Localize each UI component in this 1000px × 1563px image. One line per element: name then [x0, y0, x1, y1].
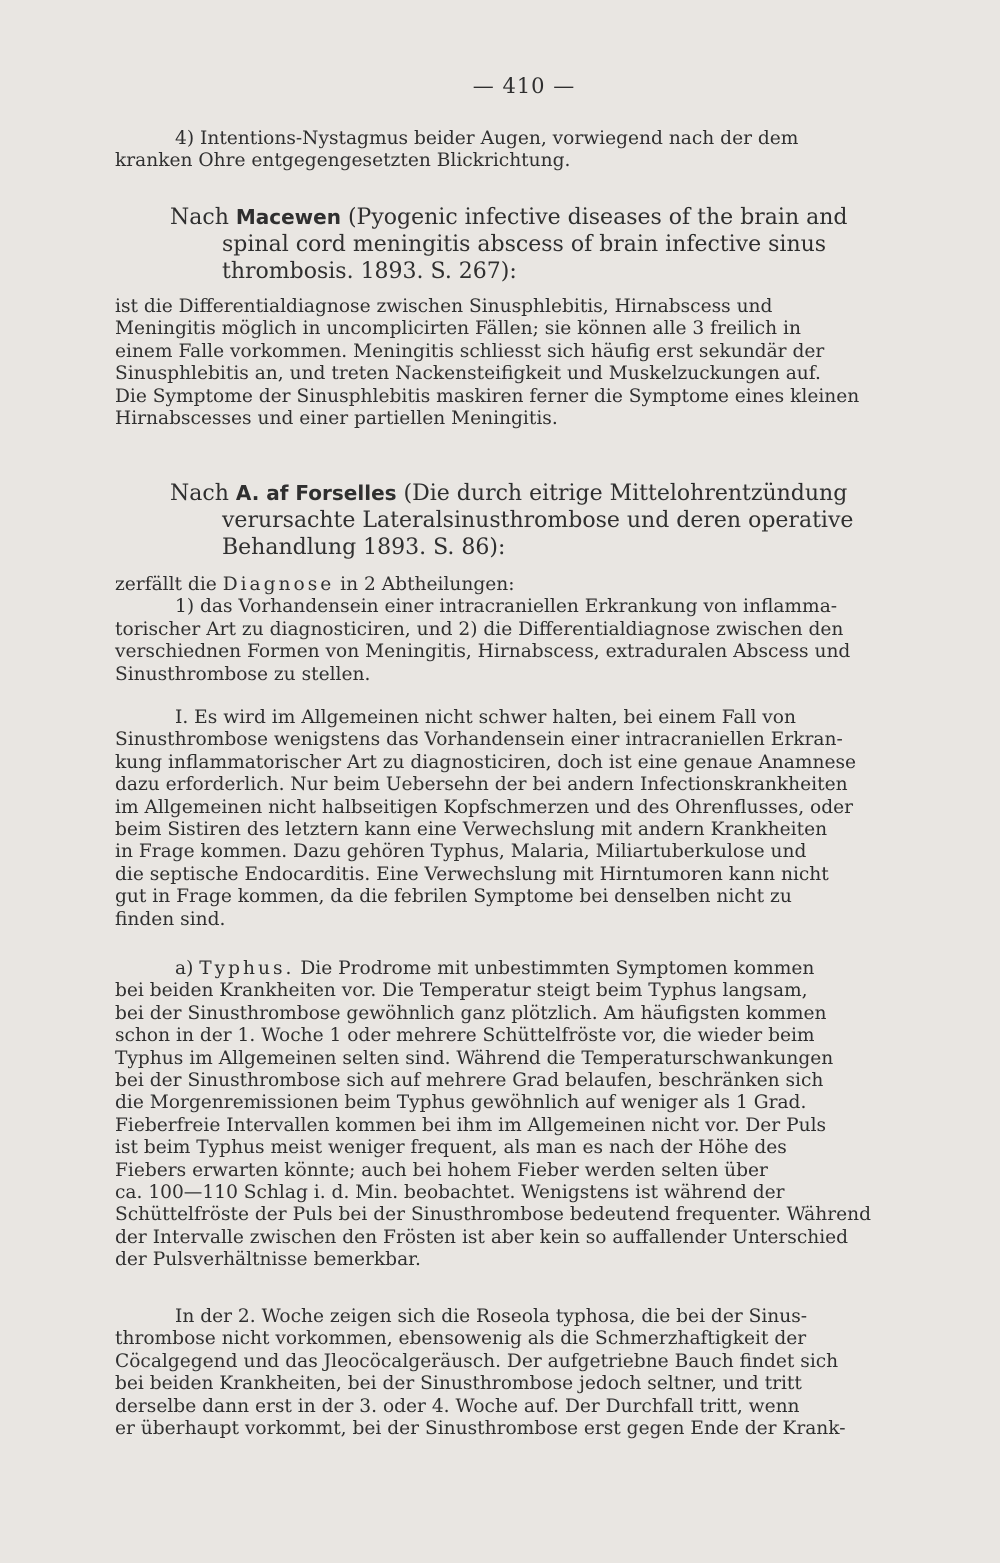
text-line: Meningitis möglich in uncomplicirten Fällen; sie können alle 3 freilich in: [115, 318, 801, 340]
typhus-paragraph: [115, 958, 915, 1272]
text-line: ca. 100—110 Schlag i. d. Min. beobachtet. Wenigstens ist während der: [115, 1182, 785, 1204]
text-line: er überhaupt vorkommt, bei der Sinusthrombose erst gegen Ende der Krank-: [115, 1418, 846, 1440]
forselles-paragraph: [115, 574, 915, 686]
text-line: bei der Sinusthrombose gewöhnlich ganz plötzlich. Am häufigsten kommen: [115, 1002, 827, 1024]
text-line: zerfällt die Diagnose in 2 Abtheilungen:: [115, 574, 515, 595]
text-line: einem Falle vorkommen. Meningitis schliesst sich häufig erst sekundär der: [115, 340, 825, 362]
text-line: 1) das Vorhandensein einer intracraniellen Erkrankung von inflamma-: [175, 596, 838, 618]
macewen-reference-heading: Nach Macewen (Pyogenic infective diseases of the brain and spinal cord meningitis abscess of brain infective sinus thrombosis. 1893. S. 267):: [170, 205, 848, 284]
text-line: in Frage kommen. Dazu gehören Typhus, Malaria, Miliartuberkulose und: [115, 841, 807, 863]
text-line: derselbe dann erst in der 3. oder 4. Woche auf. Der Durchfall tritt, wenn: [115, 1395, 800, 1417]
text-line: I. Es wird im Allgemeinen nicht schwer halten, bei einem Fall von: [175, 707, 796, 728]
text-line: ist die Differentialdiagnose zwischen Sinusphlebitis, Hirnabscess und: [115, 296, 773, 317]
text-line: kranken Ohre entgegengesetzten Blickrichtung.: [115, 150, 571, 172]
text-line: Sinusthrombose wenigstens das Vorhandensein einer intracraniellen Erkran-: [115, 729, 843, 751]
text-line: verschiednen Formen von Meningitis, Hirnabscess, extraduralen Abscess und: [115, 641, 851, 663]
text-line: die septische Endocarditis. Eine Verwechslung mit Hirntumoren kann nicht: [115, 863, 829, 885]
text-line: gut in Frage kommen, da die febrilen Symptome bei denselben nicht zu: [115, 886, 792, 908]
text-line: torischer Art zu diagnosticiren, und 2) die Differentialdiagnose zwischen den: [115, 618, 844, 640]
text-line: Sinusthrombose zu stellen.: [115, 663, 371, 685]
text-line: Fieberfreie Intervallen kommen bei ihm im Allgemeinen nicht vor. Der Puls: [115, 1114, 827, 1136]
text-line: die Morgenremissionen beim Typhus gewöhnlich auf weniger als 1 Grad.: [115, 1092, 807, 1114]
text-line: Schüttelfröste der Puls bei der Sinusthrombose bedeutend frequenter. Während: [115, 1204, 871, 1226]
text-line: 4) Intentions-Nystagmus beider Augen, vorwiegend nach der dem: [175, 128, 799, 149]
text-line: der Intervalle zwischen den Frösten ist aber kein so auffallender Unterschied: [115, 1226, 849, 1248]
section-1-paragraph: [115, 707, 915, 931]
text-line: a) Typhus. Die Prodrome mit unbestimmten Symptomen kommen: [175, 958, 815, 979]
text-line: schon in der 1. Woche 1 oder mehrere Schüttelfröste vor, die wieder beim: [115, 1025, 815, 1047]
text-line: im Allgemeinen nicht halbseitigen Kopfschmerzen und des Ohrenflusses, oder: [115, 796, 854, 818]
text-line: Typhus im Allgemeinen selten sind. Während die Temperaturschwankungen: [115, 1047, 834, 1069]
text-line: kung inflammatorischer Art zu diagnosticiren, doch ist eine genaue Anamnese: [115, 751, 857, 773]
text-line: Hirnabscesses und einer partiellen Meningitis.: [115, 408, 558, 430]
text-line: ist beim Typhus meist weniger frequent, als man es nach der Höhe des: [115, 1137, 787, 1159]
page-number: — 410 —: [472, 74, 576, 98]
text-line: dazu erforderlich. Nur beim Uebersehn der bei andern Infectionskrankheiten: [115, 774, 848, 796]
macewen-paragraph: [115, 296, 915, 430]
forselles-reference-heading: Nach A. af Forselles (Die durch eitrige Mittelohrentzündung verursachte Lateralsinusthrombose und deren operative Behandlung 1893. S. 86):: [170, 481, 854, 560]
text-line: Sinusphlebitis an, und treten Nackensteifigkeit und Muskelzuckungen auf.: [115, 363, 821, 385]
text-line: In der 2. Woche zeigen sich die Roseola typhosa, die bei der Sinus-: [175, 1306, 808, 1327]
item-4-paragraph: [115, 128, 915, 173]
text-line: thrombose nicht vorkommen, ebensowenig als die Schmerzhaftigkeit der: [115, 1328, 807, 1350]
author-name: Macewen: [235, 205, 341, 229]
text-line: bei beiden Krankheiten, bei der Sinusthrombose jedoch seltner, und tritt: [115, 1373, 802, 1395]
text-line: beim Sistiren des letztern kann eine Verwechslung mit andern Krankheiten: [115, 819, 828, 841]
text-line: Fiebers erwarten könnte; auch bei hohem Fieber werden selten über: [115, 1159, 768, 1181]
author-name: A. af Forselles: [235, 481, 397, 505]
text-line: bei beiden Krankheiten vor. Die Temperatur steigt beim Typhus langsam,: [115, 980, 808, 1002]
text-line: finden sind.: [115, 908, 226, 930]
text-line: bei der Sinusthrombose sich auf mehrere Grad belaufen, beschränken sich: [115, 1070, 824, 1092]
text-line: der Pulsverhältnisse bemerkbar.: [115, 1249, 421, 1271]
text-line: Cöcalgegend und das Jleocöcalgeräusch. Der aufgetriebne Bauch findet sich: [115, 1350, 839, 1372]
text-line: Die Symptome der Sinusphlebitis maskiren ferner die Symptome eines kleinen: [115, 385, 860, 407]
week-2-paragraph: [115, 1306, 915, 1440]
